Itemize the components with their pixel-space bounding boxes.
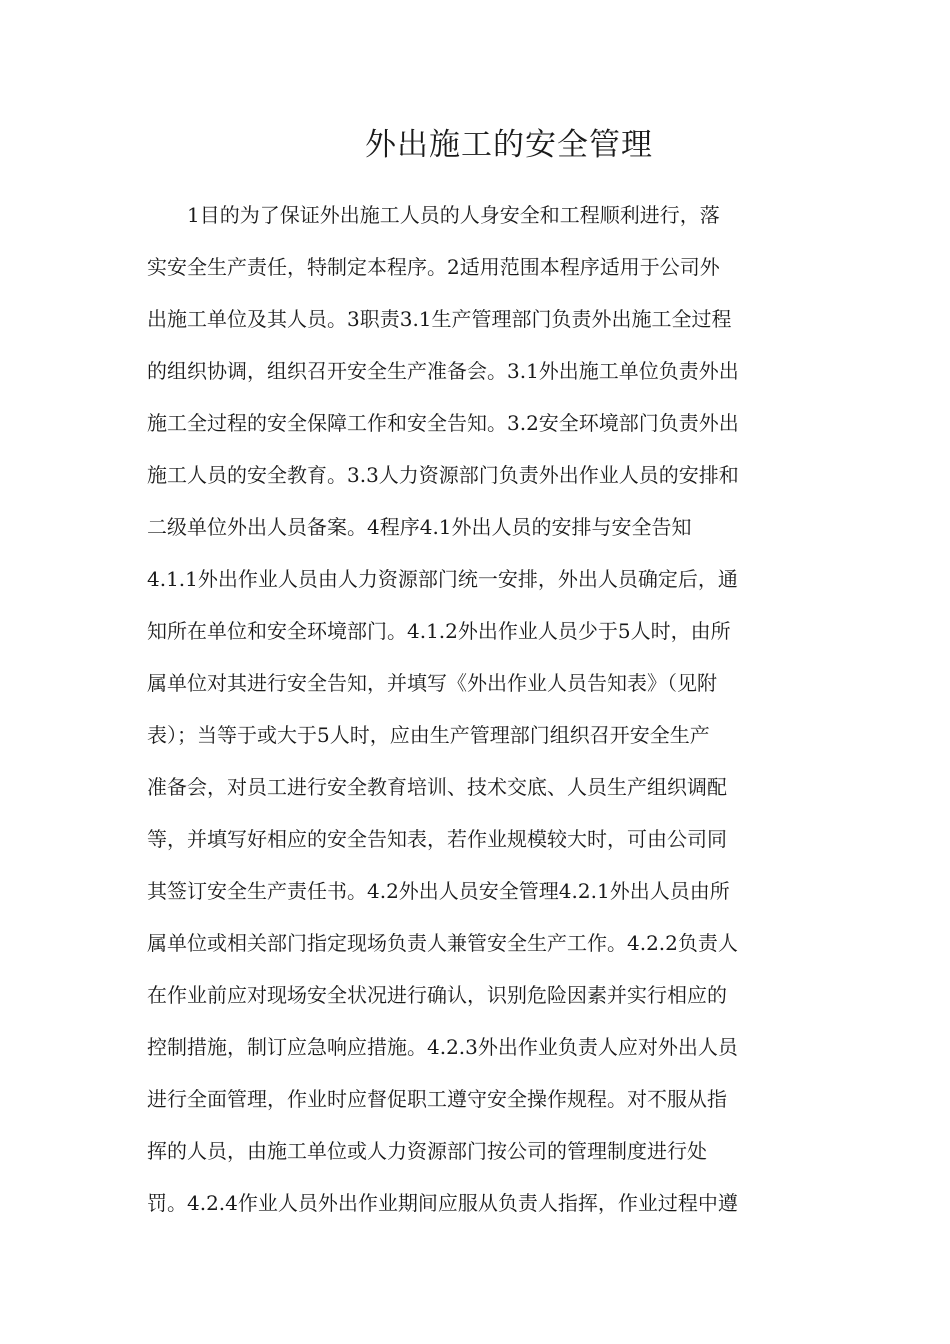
body-line: 实安全生产责任，特制定本程序。2适用范围本程序适用于公司外 <box>147 255 720 279</box>
document-title: 外出施工的安全管理 <box>365 127 653 163</box>
body-line: 控制措施，制订应急响应措施。4.2.3外出作业负责人应对外出人员 <box>147 1035 738 1059</box>
body-line: 属单位对其进行安全告知，并填写《外出作业人员告知表》（见附 <box>147 671 717 695</box>
body-line: 等，并填写好相应的安全告知表，若作业规模较大时，可由公司同 <box>147 827 727 851</box>
body-line: 施工全过程的安全保障工作和安全告知。3.2安全环境部门负责外出 <box>147 411 739 435</box>
body-line: 1目的为了保证外出施工人员的人身安全和工程顺利进行，落 <box>147 203 720 227</box>
body-line: 准备会，对员工进行安全教育培训、技术交底、人员生产组织调配 <box>147 775 727 799</box>
body-line: 在作业前应对现场安全状况进行确认，识别危险因素并实行相应的 <box>147 983 727 1007</box>
body-line: 出施工单位及其人员。3职责3.1生产管理部门负责外出施工全过程 <box>147 307 732 331</box>
body-line: 进行全面管理，作业时应督促职工遵守安全操作规程。对不服从指 <box>147 1087 727 1111</box>
body-line: 表）；当等于或大于5人时，应由生产管理部门组织召开安全生产 <box>147 723 710 747</box>
body-line: 挥的人员，由施工单位或人力资源部门按公司的管理制度进行处 <box>147 1139 707 1163</box>
body-line: 知所在单位和安全环境部门。4.1.2外出作业人员少于5人时，由所 <box>147 619 731 643</box>
body-line: 4.1.1外出作业人员由人力资源部门统一安排，外出人员确定后，通 <box>147 567 738 591</box>
body-line: 其签订安全生产责任书。4.2外出人员安全管理4.2.1外出人员由所 <box>147 879 730 903</box>
body-line: 的组织协调，组织召开安全生产准备会。3.1外出施工单位负责外出 <box>147 359 739 383</box>
body-line: 施工人员的安全教育。3.3人力资源部门负责外出作业人员的安排和 <box>147 463 739 487</box>
body-line: 属单位或相关部门指定现场负责人兼管安全生产工作。4.2.2负责人 <box>147 931 738 955</box>
body-line: 二级单位外出人员备案。4程序4.1外出人员的安排与安全告知 <box>147 515 692 539</box>
body-line: 罚。4.2.4作业人员外出作业期间应服从负责人指挥，作业过程中遵 <box>147 1191 738 1215</box>
